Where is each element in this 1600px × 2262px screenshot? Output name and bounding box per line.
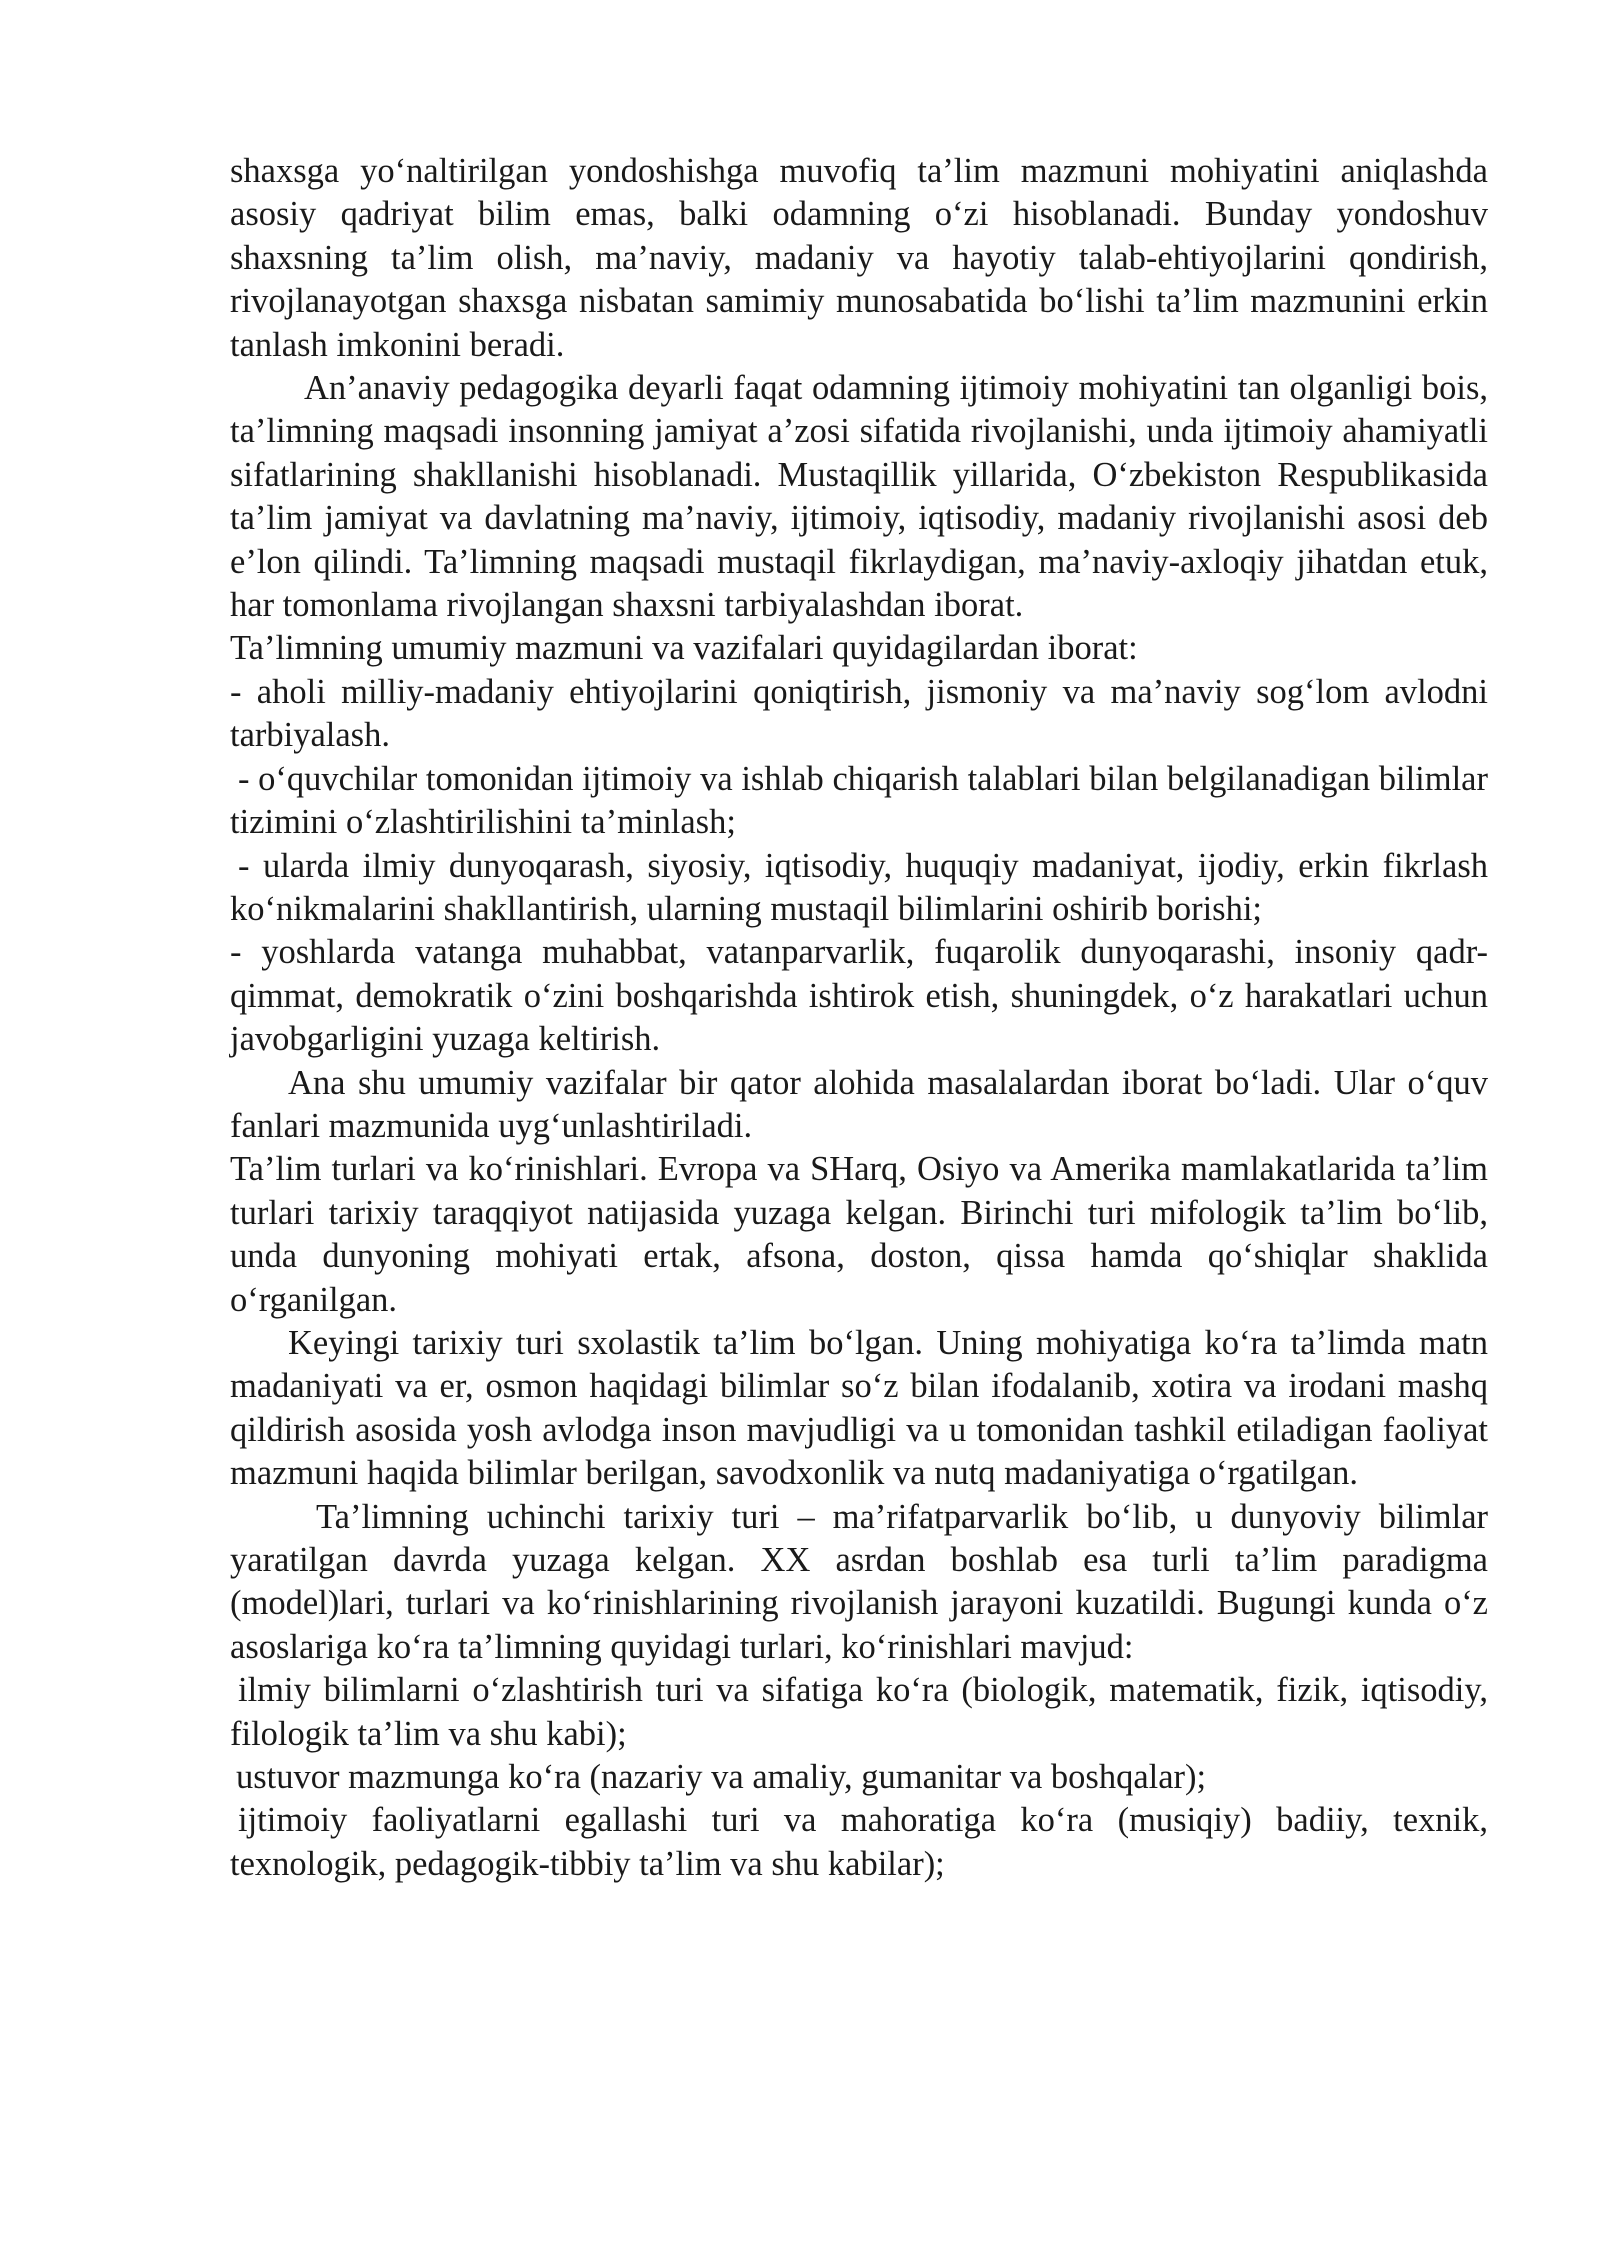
- list-item-priority-content: ustuvor mazmunga ko‘ra (nazariy va amaliy, gumanitar va boshqalar);: [236, 1758, 1207, 1797]
- list-item-worldview: - ularda ilmiy dunyoqarash, siyosiy, iqtisodiy, huquqiy madaniyat, ijodiy, erkin fikrlash ko‘nikmalarini shakllantirish, ularning mustaqil bilimlarini oshirib borishi;: [230, 846, 1488, 928]
- list-item-scientific-knowledge: ilmiy bilimlarni o‘zlashtirish turi va sifatiga ko‘ra (biologik, matematik, fizik, iqtisodiy, filologik ta’lim va shu kabi);: [230, 1671, 1488, 1753]
- paragraph-enlightenment: Ta’limning uchinchi tarixiy turi – ma’rifatparvarlik bo‘lib, u dunyoviy bilimlar yaratilgan davrda yuzaga kelgan. XX asrdan boshlab esa turli ta’lim paradigma (model)lari, turlari va ko‘rinishlarining rivojlanish jarayoni kuzatildi. Bugungi kunda o‘z asoslariga ko‘ra ta’limning quyidagi turlari, ko‘rinishlari mavjud:: [230, 1497, 1488, 1666]
- list-item-social-activity: ijtimoiy faoliyatlarni egallashi turi va mahoratiga ko‘ra (musiqiy) badiiy, texnik, texnologik, pedagogik-tibbiy ta’lim va shu kabilar);: [230, 1801, 1488, 1883]
- paragraph-general-content-heading: Ta’limning umumiy mazmuni va vazifalari quyidagilardan iborat:: [230, 629, 1138, 668]
- paragraph-traditional-pedagogy: An’anaviy pedagogika deyarli faqat odamning ijtimoiy mohiyatini tan olganligi bois, ta’limning maqsadi insonning jamiyat a’zosi sifatida rivojlanishi, unda ijtimoiy ahamiyatli sifatlarining shakllanishi hisoblanadi. Mustaqillik yillarida, O‘zbekiston Respublikasida ta’lim jamiyat va davlatning ma’naviy, ijtimoiy, iqtisodiy, madaniy rivojlanishi asosi deb e’lon qilindi. Ta’limning maqsadi mustaqil fikrlaydigan, ma’naviy-axloqiy jihatdan etuk, har tomonlama rivojlangan shaxsni tarbiyalashdan iborat.: [230, 369, 1488, 625]
- paragraph-scholastic: Keyingi tarixiy turi sxolastik ta’lim bo‘lgan. Uning mohiyatiga ko‘ra ta’limda matn madaniyati va er, osmon haqidagi bilimlar so‘z bilan ifodalanib, xotira va irodani mashq qildirish asosida yosh avlodga inson mavjudligi va u tomonidan tashkil etiladigan faoliyat mazmuni haqida bilimlar berilgan, savodxonlik va nutq madaniyatiga o‘rgatilgan.: [230, 1323, 1488, 1493]
- list-item-knowledge-system: - o‘quvchilar tomonidan ijtimoiy va ishlab chiqarish talablari bilan belgilanadigan bilimlar tizimini o‘zlashtirilishini ta’minlash;: [230, 759, 1488, 842]
- document-body: [230, 150, 1488, 1886]
- paragraph-personal-approach: shaxsga yo‘naltirilgan yondoshishga muvofiq ta’lim mazmuni mohiyatini aniqlashda asosiy qadriyat bilim emas, balki odamning o‘zi hisoblanadi. Bunday yondoshuv shaxsning ta’lim olish, ma’naviy, madaniy va hayotiy talab-ehtiyojlarini qondirish, rivojlanayotgan shaxsga nisbatan samimiy munosabatida bo‘lishi ta’lim mazmunini erkin tanlash imkonini beradi.: [230, 152, 1488, 364]
- paragraph-separate-tasks: Ana shu umumiy vazifalar bir qator alohida masalalardan iborat bo‘ladi. Ular o‘quv fanlari mazmunida uyg‘unlashtiriladi.: [230, 1063, 1488, 1145]
- paragraph-education-types: Ta’lim turlari va ko‘rinishlari. Evropa va SHarq, Osiyo va Amerika mamlakatlarida ta’lim turlari tarixiy taraqqiyot natijasida yuzaga kelgan. Birinchi turi mifologik ta’lim bo‘lib, unda dunyoning mohiyati ertak, afsona, doston, qissa hamda qo‘shiqlar shaklida o‘rganilgan.: [230, 1150, 1488, 1319]
- list-item-national-needs: - aholi milliy-madaniy ehtiyojlarini qoniqtirish, jismoniy va ma’naviy sog‘lom avlodni tarbiyalash.: [230, 672, 1488, 755]
- list-item-patriotism: - yoshlarda vatanga muhabbat, vatanparvarlik, fuqarolik dunyoqarashi, insoniy qadr-qimmat, demokratik o‘zini boshqarishda ishtirok etish, shuningdek, o‘z harakatlari uchun javobgarligini yuzaga keltirish.: [230, 933, 1488, 1059]
